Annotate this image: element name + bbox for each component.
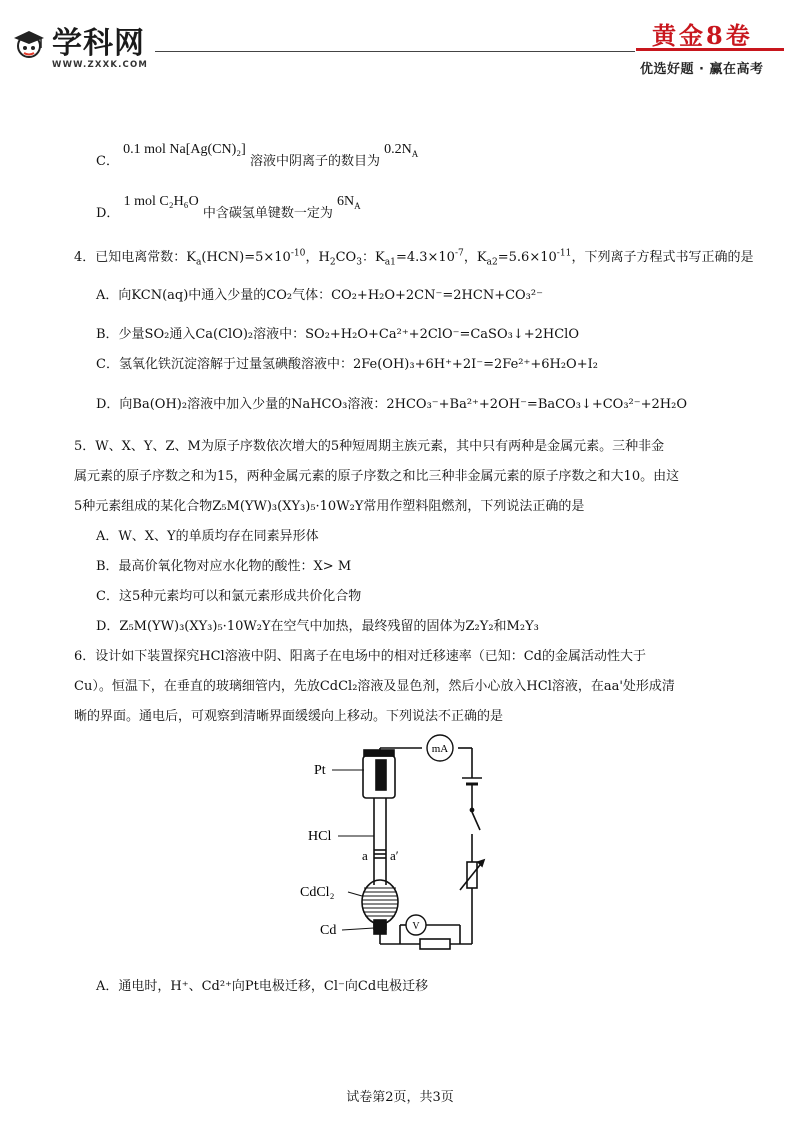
q3-option-d xyxy=(96,190,361,221)
graduation-cap-logo-icon xyxy=(12,26,46,60)
label-cd: Cd xyxy=(320,923,337,938)
page-number: 试卷第2页，共3页 xyxy=(346,1090,454,1105)
q5-option-c: C．这5种元素均可以和氯元素形成共价化合物 xyxy=(96,589,362,604)
q4-option-c: C．氢氧化铁沉淀溶解于过量氢碘酸溶液中：2Fe(OH)₃+6H⁺+2I⁻=2Fe²⁺+6H₂O+I₂ xyxy=(96,357,598,372)
electrolysis-apparatus-diagram xyxy=(300,730,520,955)
q6-stem-line2: Cu）。恒温下，在垂直的玻璃细管内，先放CdCl₂溶液及显色剂，然后小心放入HCl溶液，在aa'处形成清 xyxy=(74,679,675,694)
value: $0.2N_A$ xyxy=(384,142,419,159)
q6-option-a: A．通电时，H⁺、Cd²⁺向Pt电极迁移，Cl⁻向Cd电极迁移 xyxy=(96,979,429,994)
logo-text: 学科网 xyxy=(52,26,145,61)
resistor xyxy=(420,939,450,949)
label-a: a xyxy=(362,848,368,863)
label-hcl: HCl xyxy=(308,829,332,844)
pt-electrode-cap xyxy=(364,750,394,756)
option-label: C． xyxy=(96,154,119,169)
q4-stem: 4．已知电离常数：$K_a(HCN)=5\times 10^{-10}$，$H_2CO_3$：$K_{a1}=4.3\times 10^{-7}$，$K_{a2}=5.6\times 10^{-11}$，下列离子方程式书写正确的是 xyxy=(74,248,754,268)
lower-bulb xyxy=(362,880,398,924)
value: $6N_A$ xyxy=(336,194,361,211)
q5-option-d: D．Z₅M(YW)₃(XY₃)₅·10W₂Y在空气中加热，最终残留的固体为Z₂Y₂和M₂Y₃ xyxy=(96,619,539,634)
label-a-prime: a′ xyxy=(390,848,399,863)
q5-option-b: B．最高价氧化物对应水化物的酸性：X> M xyxy=(96,559,352,574)
pt-electrode xyxy=(376,760,386,790)
brand-title: 黄金8卷 xyxy=(652,21,753,50)
q4-option-b: B．少量SO₂通入Ca(ClO)₂溶液中：SO₂+H₂O+Ca²⁺+2ClO⁻=CaSO₃↓+2HClO xyxy=(96,327,579,342)
voltmeter-label: V xyxy=(412,921,420,932)
option-text: 溶液中阴离子的数目为 xyxy=(249,154,380,169)
q6-stem-line1: 6．设计如下装置探究HCl溶液中阴、阳离子在电场中的相对迁移速率（已知：Cd的金属活动性大于 xyxy=(74,649,646,664)
option-text: 中含碳氢单键数一定为 xyxy=(202,206,333,221)
q3-option-c xyxy=(96,138,419,169)
logo-url: WWW.ZXXK.COM xyxy=(52,60,149,70)
header-divider xyxy=(155,51,635,52)
ammeter-label: mA xyxy=(431,743,449,755)
label-cdcl2: CdCl₂ xyxy=(300,885,335,900)
q5-stem-line1: 5．W、X、Y、Z、M为原子序数依次增大的5种短周期主族元素，其中只有两种是金属元素。三种非金 xyxy=(74,439,665,454)
q4-option-a: A．向KCN(aq)中通入少量的CO₂气体：CO₂+H₂O+2CN⁻=2HCN+CO₃²⁻ xyxy=(96,288,543,303)
brand-slogan: 优选好题 · 赢在高考 xyxy=(640,62,764,77)
q5-stem-line2: 属元素的原子序数之和为15，两种金属元素的原子序数之和比三种非金属元素的原子序数之和大10。由这 xyxy=(74,469,680,484)
q5-stem-line3: 5种元素组成的某化合物Z₅M(YW)₃(XY₃)₅·10W₂Y常用作塑料阻燃剂，下列说法正确的是 xyxy=(74,499,585,514)
q4-option-d: D．向Ba(OH)₂溶液中加入少量的NaHCO₃溶液：2HCO₃⁻+Ba²⁺+2OH⁻=BaCO₃↓+CO₃²⁻+2H₂O xyxy=(96,397,687,412)
formula: 0.1 mol Na[Ag(CN)₂] xyxy=(123,142,246,157)
option-label: D． xyxy=(96,206,120,221)
label-pt: Pt xyxy=(314,763,326,778)
q5-option-a: A．W、X、Y的单质均存在同素异形体 xyxy=(96,529,319,544)
q6-stem-line3: 晰的界面。通电后，可观察到清晰界面缓缓向上移动。下列说法不正确的是 xyxy=(74,709,504,724)
formula: 1 mol C₂H₆O xyxy=(123,194,199,209)
